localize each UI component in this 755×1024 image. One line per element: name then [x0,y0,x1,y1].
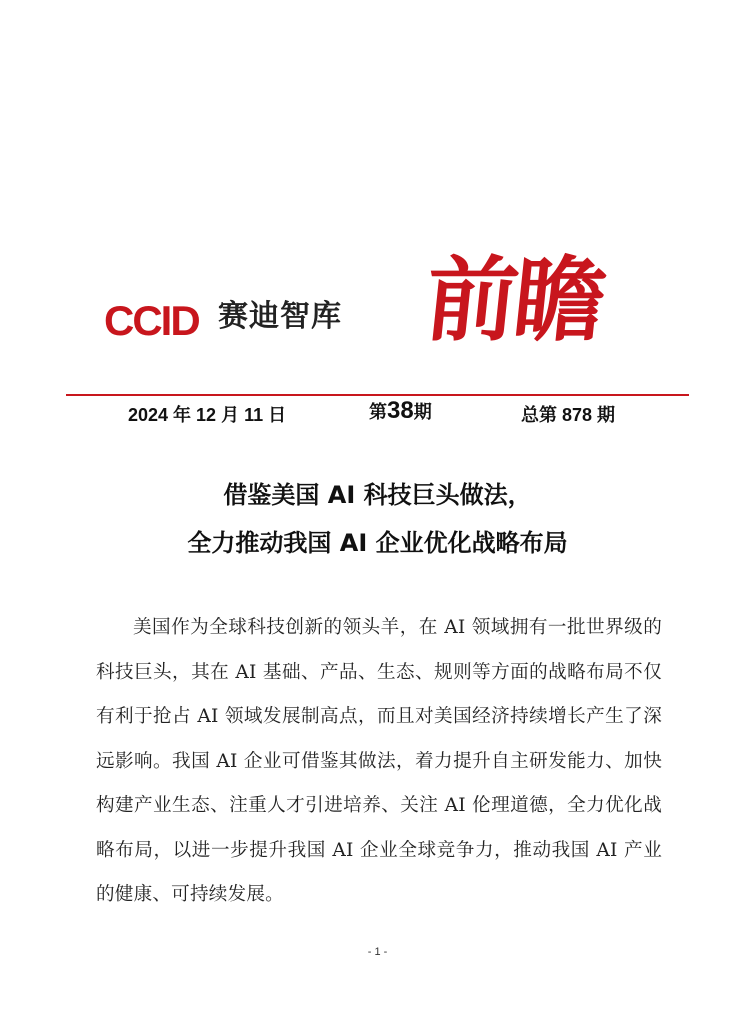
masthead-divider [66,394,689,396]
page-number: - 1 - [367,946,388,958]
issue-prefix: 第 [369,402,387,422]
article-title-line-2: 全力推动我国 AI 企业优化战略布局 [187,529,568,557]
qianzhan-calligraphy-logo: 前瞻 [420,246,608,354]
masthead [66,246,689,390]
article-title-line-1: 借鉴美国 AI 科技巨头做法， [223,481,532,509]
issue-suffix: 期 [413,402,432,422]
issue-number [369,397,432,424]
article-summary-paragraph: 美国作为全球科技创新的领头羊，在 AI 领域拥有一批世界级的科技巨头，其在 AI 基础、产品、生态、规则等方面的战略布局不仅有利于抢占 AI 领域发展制高点，而且对美国经济持续增长产生了深远影响。我国 AI 企业可借鉴其做法，着力提升自主研发能力、加快构建产业生态、注重人才引进培养、关注 AI 伦理道德，全力优化战略布局，以进一步提升我国 AI 企业全球竞争力，推动我国 AI 产业的健康、可持续发展。 [96,617,662,905]
total-issue: 总第 878 期 [521,405,616,425]
ccid-logo-chinese: 赛迪智库 [218,299,342,334]
issue-date: 2024 年 12 月 11 日 [128,405,287,425]
issue-number-value: 38 [387,397,414,424]
ccid-logo: CCID [104,297,199,344]
